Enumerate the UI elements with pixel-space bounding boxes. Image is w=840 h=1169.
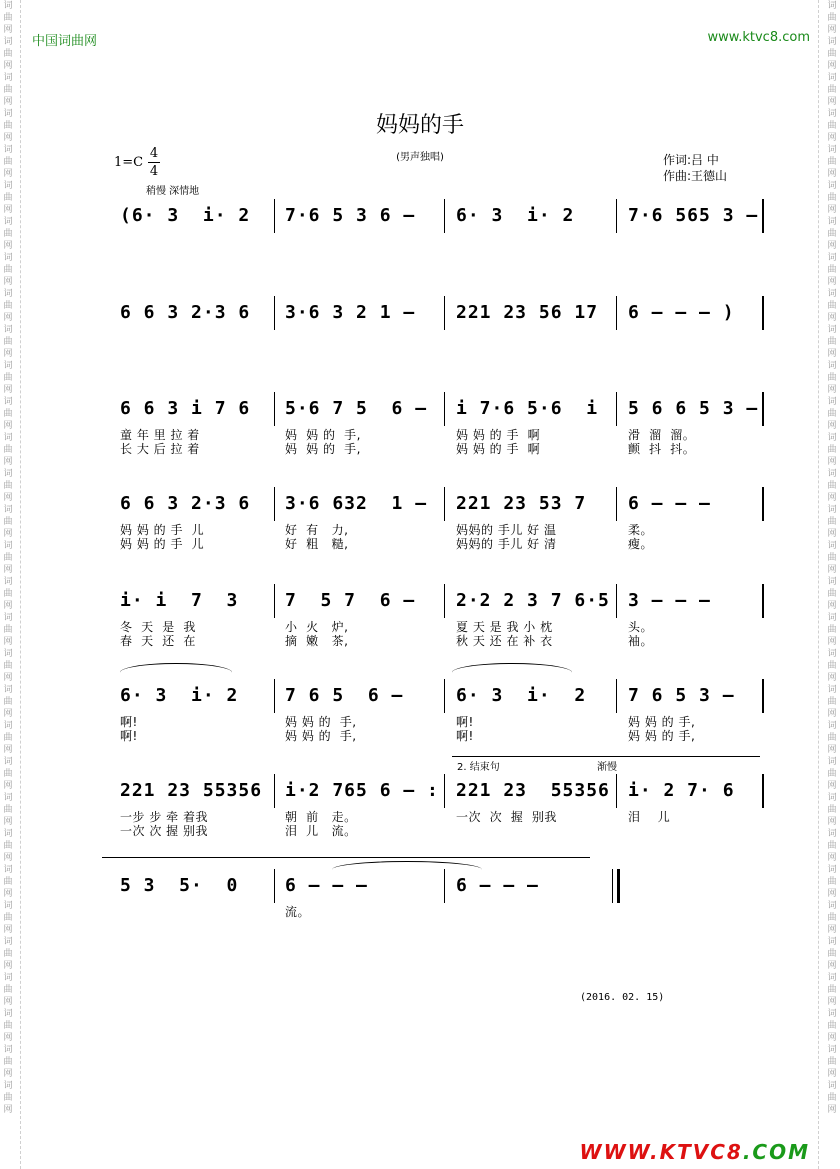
lyric-line-2: 长 大 后 拉 着 bbox=[120, 442, 200, 456]
lyric-line-1: 妈 妈 的 手, bbox=[285, 715, 357, 729]
date-stamp: (2016. 02. 15) bbox=[580, 992, 665, 1003]
score-row bbox=[112, 590, 764, 650]
lyric-line-1: 头。 bbox=[628, 620, 654, 634]
measure-notes: (6· 3 i· 2 bbox=[120, 205, 251, 226]
bar-line bbox=[616, 774, 617, 808]
measure-notes: 2·2 2 3 7 6·5 bbox=[456, 590, 610, 611]
bar-line bbox=[444, 199, 445, 233]
time-signature bbox=[148, 145, 160, 180]
score-row bbox=[112, 493, 764, 553]
bar-line bbox=[762, 392, 764, 426]
bar-line bbox=[444, 487, 445, 521]
bar-line bbox=[616, 199, 617, 233]
bar-line bbox=[444, 296, 445, 330]
lyric-line-2: 好 粗 糙, bbox=[285, 537, 349, 551]
lyric-line-2: 妈 妈 的 手 啊 bbox=[456, 442, 541, 456]
lyric-line-1: 泪 儿 bbox=[628, 810, 671, 824]
bar-line bbox=[274, 679, 275, 713]
lyric-line-2: 一次 次 握 别我 bbox=[120, 824, 208, 838]
lyric-line-1: 妈 妈 的 手, bbox=[285, 428, 361, 442]
bar-line bbox=[274, 869, 275, 903]
bar-line bbox=[444, 392, 445, 426]
phrase-slur bbox=[332, 861, 482, 878]
measure-notes: 6 – – – bbox=[456, 875, 539, 896]
measure-notes: 7 6 5 6 – bbox=[285, 685, 404, 706]
lyric-line-2: 颤 抖 抖。 bbox=[628, 442, 696, 456]
logo-part-www: WWW. bbox=[579, 1140, 660, 1164]
lyric-line-1: 柔。 bbox=[628, 523, 654, 537]
lyric-line-2: 妈 妈 的 手, bbox=[285, 442, 361, 456]
site-url-right[interactable]: www.ktvc8.com bbox=[707, 30, 810, 45]
lyric-line-2: 妈 妈 的 手 儿 bbox=[120, 537, 205, 551]
measure-notes: 6· 3 i· 2 bbox=[456, 205, 575, 226]
lyricist: 作词:吕 中 bbox=[663, 153, 719, 167]
bar-line bbox=[616, 487, 617, 521]
bar-line bbox=[274, 487, 275, 521]
bar-line bbox=[616, 584, 617, 618]
measure-notes: i· i 7 3 bbox=[120, 590, 239, 611]
lyric-line-1: 流。 bbox=[285, 905, 311, 919]
bar-line bbox=[444, 774, 445, 808]
phrase-slur bbox=[120, 663, 232, 682]
final-bar-line bbox=[617, 869, 620, 903]
volta-tempo: 渐慢 bbox=[597, 762, 617, 773]
lyric-line-1: 童 年 里 拉 着 bbox=[120, 428, 200, 442]
score-row bbox=[112, 875, 764, 935]
bar-line bbox=[616, 392, 617, 426]
measure-notes: 6 6 3 2·3 6 bbox=[120, 302, 251, 323]
lyric-line-1: 朝 前 走。 bbox=[285, 810, 357, 824]
credits bbox=[663, 152, 727, 184]
lyric-line-1: 一步 步 牵 着我 bbox=[120, 810, 208, 824]
lyric-line-1: 好 有 力, bbox=[285, 523, 349, 537]
measure-notes: 6· 3 i· 2 bbox=[120, 685, 239, 706]
bar-line bbox=[274, 392, 275, 426]
bar-line bbox=[444, 584, 445, 618]
bar-line bbox=[762, 296, 764, 330]
logo-part-com: .COM bbox=[742, 1140, 810, 1164]
lyric-line-1: 啊! bbox=[120, 715, 138, 729]
bar-line bbox=[762, 487, 764, 521]
lyric-line-1: 冬 天 是 我 bbox=[120, 620, 196, 634]
logo-part-brand: KTVC8 bbox=[659, 1140, 743, 1164]
measure-notes: 5·6 7 5 6 – bbox=[285, 398, 428, 419]
measure-notes: 221 23 55356 bbox=[120, 780, 263, 801]
lyric-line-2: 啊! bbox=[456, 729, 474, 743]
bar-line bbox=[444, 679, 445, 713]
measure-notes: 221 23 56 17 bbox=[456, 302, 599, 323]
lyric-line-2: 秋 天 还 在 补 衣 bbox=[456, 634, 553, 648]
bar-line bbox=[612, 869, 613, 903]
measure-notes: 5 3 5· 0 bbox=[120, 875, 239, 896]
measure-notes: 7·6 565 3 – bbox=[628, 205, 759, 226]
lyric-line-1: 啊! bbox=[456, 715, 474, 729]
tempo-marking: 稍慢 深情地 bbox=[146, 186, 200, 197]
key-signature: 1=C bbox=[114, 155, 144, 170]
lyric-line-2: 妈妈的 手儿 好 清 bbox=[456, 537, 557, 551]
time-top: 4 bbox=[149, 146, 159, 161]
measure-notes: i·2 765 6 – : bbox=[285, 780, 439, 801]
lyric-line-1: 妈妈的 手儿 好 温 bbox=[456, 523, 557, 537]
measure-notes: 6 6 3 i 7 6 bbox=[120, 398, 251, 419]
bar-line bbox=[274, 296, 275, 330]
lyric-line-2: 泪 儿 流。 bbox=[285, 824, 357, 838]
lyric-line-1: 妈 妈 的 手 儿 bbox=[120, 523, 205, 537]
bar-line bbox=[274, 774, 275, 808]
measure-notes: 6 – – – bbox=[628, 493, 711, 514]
measure-notes: 6 6 3 2·3 6 bbox=[120, 493, 251, 514]
volta-bracket bbox=[452, 756, 760, 757]
footer-logo[interactable] bbox=[580, 1140, 810, 1164]
measure-notes: 3·6 632 1 – bbox=[285, 493, 428, 514]
lyric-line-1: 妈 妈 的 手 啊 bbox=[456, 428, 541, 442]
score-row bbox=[112, 302, 764, 362]
measure-notes: 7·6 5 3 6 – bbox=[285, 205, 416, 226]
lyric-line-2: 春 天 还 在 bbox=[120, 634, 196, 648]
measure-notes: 221 23 55356 bbox=[456, 780, 610, 801]
measure-notes: 3·6 3 2 1 – bbox=[285, 302, 416, 323]
score-row bbox=[112, 398, 764, 458]
lyric-line-2: 妈 妈 的 手, bbox=[285, 729, 357, 743]
lyric-line-1: 小 火 炉, bbox=[285, 620, 349, 634]
bar-line bbox=[762, 584, 764, 618]
lyric-line-1: 一次 次 握 别我 bbox=[456, 810, 557, 824]
lyric-line-2: 啊! bbox=[120, 729, 138, 743]
right-margin-rule bbox=[818, 0, 819, 1169]
side-watermark-left: 词曲网词曲网词曲网词曲网词曲网词曲网词曲网词曲网词曲网词曲网词曲网词曲网词曲网词曲网词曲网词曲网词曲网词曲网词曲网词曲网词曲网词曲网词曲网词曲网词曲网词曲网词曲网词曲网词曲网词曲网词曲网 bbox=[3, 1, 13, 1115]
lyric-line-2: 袖。 bbox=[628, 634, 654, 648]
measure-notes: 7 6 5 3 – bbox=[628, 685, 735, 706]
left-margin-rule bbox=[20, 0, 21, 1169]
bar-line bbox=[762, 199, 764, 233]
song-subtitle: (男声独唱) bbox=[396, 152, 444, 163]
bar-line bbox=[762, 774, 764, 808]
lyric-line-1: 夏 天 是 我 小 枕 bbox=[456, 620, 553, 634]
lyric-line-2: 瘦。 bbox=[628, 537, 654, 551]
measure-notes: 7 5 7 6 – bbox=[285, 590, 416, 611]
measure-notes: 6 – – – ) bbox=[628, 302, 735, 323]
measure-notes: 6· 3 i· 2 bbox=[456, 685, 587, 706]
volta-label: 2. 结束句 bbox=[457, 762, 500, 773]
phrase-slur bbox=[452, 663, 572, 682]
bar-line bbox=[616, 679, 617, 713]
bar-line bbox=[274, 199, 275, 233]
score-row bbox=[112, 685, 764, 745]
lyric-line-1: 滑 溜 溜。 bbox=[628, 428, 696, 442]
score-row bbox=[112, 762, 764, 840]
measure-notes: 221 23 53 7 bbox=[456, 493, 587, 514]
time-bottom: 4 bbox=[149, 164, 159, 179]
measure-notes: i· 2 7· 6 bbox=[628, 780, 735, 801]
measure-notes: 6 – – – bbox=[285, 875, 368, 896]
composer: 作曲:王德山 bbox=[663, 169, 728, 183]
side-watermark-right: 词曲网词曲网词曲网词曲网词曲网词曲网词曲网词曲网词曲网词曲网词曲网词曲网词曲网词曲网词曲网词曲网词曲网词曲网词曲网词曲网词曲网词曲网词曲网词曲网词曲网词曲网词曲网词曲网词曲网词曲网词曲网 bbox=[827, 1, 837, 1115]
measure-notes: i 7·6 5·6 i bbox=[456, 398, 599, 419]
bar-line bbox=[274, 584, 275, 618]
bar-line bbox=[616, 296, 617, 330]
tie-line bbox=[102, 857, 590, 858]
lyric-line-1: 妈 妈 的 手, bbox=[628, 715, 696, 729]
bar-line bbox=[762, 679, 764, 713]
lyric-line-2: 摘 嫩 茶, bbox=[285, 634, 349, 648]
lyric-line-2: 妈 妈 的 手, bbox=[628, 729, 696, 743]
site-name-left[interactable]: 中国词曲网 bbox=[32, 34, 98, 49]
score-row bbox=[112, 205, 764, 265]
song-title: 妈妈的手 bbox=[375, 113, 464, 138]
measure-notes: 5 6 6 5 3 – bbox=[628, 398, 759, 419]
measure-notes: 3 – – – bbox=[628, 590, 711, 611]
